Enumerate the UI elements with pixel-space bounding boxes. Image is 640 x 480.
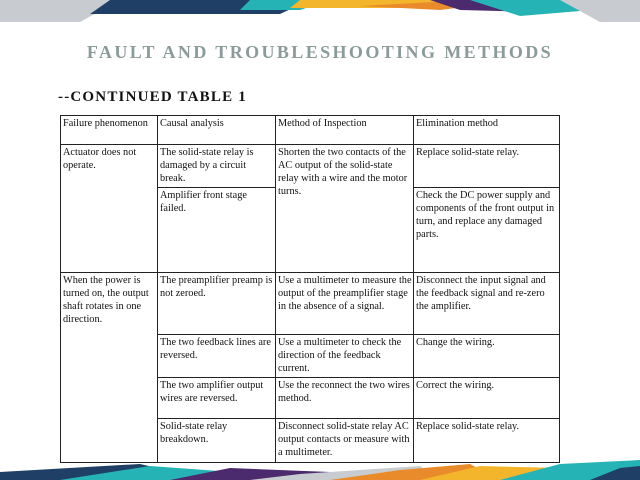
table-header-row [61, 116, 560, 145]
elimination-cell: Replace solid-state relay. [414, 145, 560, 188]
header-causal-analysis: Causal analysis [158, 116, 276, 145]
bottom-decorative-band [0, 460, 640, 480]
cause-cell: Solid-state relay breakdown. [158, 419, 276, 463]
troubleshooting-table [60, 115, 560, 463]
cause-cell: The preamplifier preamp is not zeroed. [158, 273, 276, 335]
cause-cell: The two amplifier output wires are reversed. [158, 378, 276, 419]
header-failure-phenomenon: Failure phenomenon [61, 116, 158, 145]
table-row [61, 273, 560, 335]
cause-cell: The two feedback lines are reversed. [158, 335, 276, 378]
elimination-cell: Check the DC power supply and components of the front output in turn, and replace any damaged parts. [414, 188, 560, 273]
elimination-cell: Replace solid-state relay. [414, 419, 560, 463]
inspection-cell: Use a multimeter to measure the output of the preamplifier stage in the absence of a signal. [276, 273, 414, 335]
elimination-cell: Disconnect the input signal and the feedback signal and re-zero the amplifier. [414, 273, 560, 335]
inspection-cell: Shorten the two contacts of the AC output of the solid-state relay with a wire and the motor turns. [276, 145, 414, 273]
cause-cell: The solid-state relay is damaged by a circuit break. [158, 145, 276, 188]
inspection-cell: Disconnect solid-state relay AC output contacts or measure with a multimeter. [276, 419, 414, 463]
table-row [61, 145, 560, 188]
elimination-cell: Correct the wiring. [414, 378, 560, 419]
cause-cell: Amplifier front stage failed. [158, 188, 276, 273]
elimination-cell: Change the wiring. [414, 335, 560, 378]
header-elimination-method: Elimination method [414, 116, 560, 145]
page-title: FAULT AND TROUBLESHOOTING METHODS [86, 42, 554, 62]
phenomenon-cell: Actuator does not operate. [61, 145, 158, 273]
table-subtitle: --CONTINUED TABLE 1 [58, 89, 247, 105]
top-decorative-band [0, 0, 640, 22]
inspection-cell: Use a multimeter to check the direction of the feedback current. [276, 335, 414, 378]
inspection-cell: Use the reconnect the two wires method. [276, 378, 414, 419]
header-method-of-inspection: Method of Inspection [276, 116, 414, 145]
phenomenon-cell: When the power is turned on, the output shaft rotates in one direction. [61, 273, 158, 463]
